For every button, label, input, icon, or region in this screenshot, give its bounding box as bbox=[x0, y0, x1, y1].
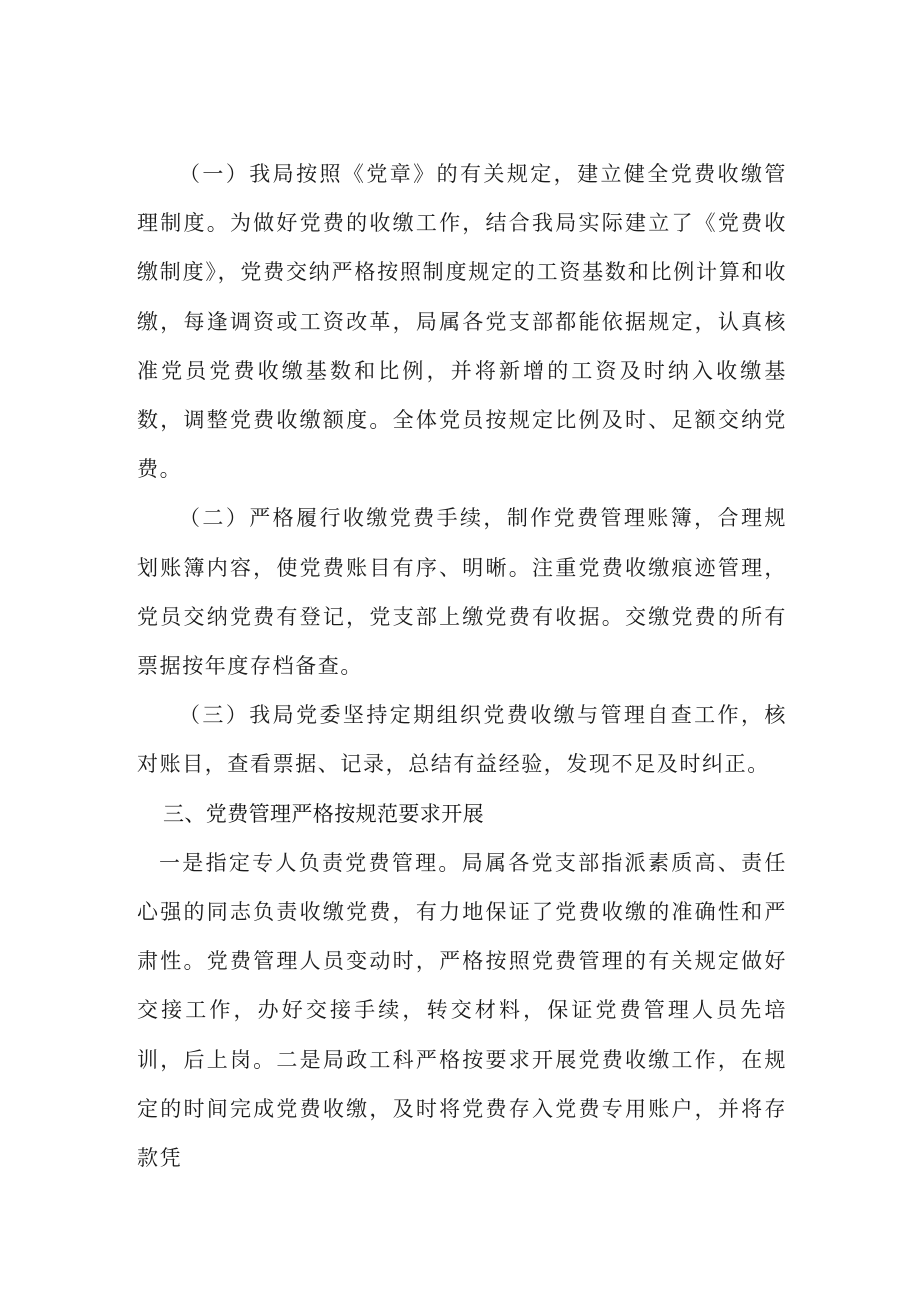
document-body bbox=[137, 150, 787, 1183]
paragraph-1: （一）我局按照《党章》的有关规定，建立健全党费收缴管理制度。为做好党费的收缴工作，结合我局实际建立了《党费收缴制度》，党费交纳严格按照制度规定的工资基数和比例计算和收缴，每逢调资或工资改革，局属各党支部都能依据规定，认真核准党员党费收缴基数和比例，并将新增的工资及时纳入收缴基数，调整党费收缴额度。全体党员按规定比例及时、足额交纳党费。 bbox=[137, 162, 787, 482]
paragraph-3: （三）我局党委坚持定期组织党费收缴与管理自查工作，核对账目，查看票据、记录，总结有益经验，发现不足及时纠正。 bbox=[137, 703, 787, 777]
section-paragraph: 一是指定专人负责党费管理。局属各党支部指派素质高、责任心强的同志负责收缴党费，有力地保证了党费收缴的准确性和严肃性。党费管理人员变动时，严格按照党费管理的有关规定做好交接工作，办好交接手续，转交材料，保证党费管理人员先培训，后上岗。二是局政工科严格按要求开展党费收缴工作，在规定的时间完成党费收缴，及时将党费存入党费专用账户，并将存款凭 bbox=[137, 850, 787, 1171]
section-heading: 三、党费管理严格按规范要求开展 bbox=[163, 801, 484, 826]
paragraph-2: （二）严格履行收缴党费手续，制作党费管理账簿，合理规划账簿内容，使党费账目有序、明晰。注重党费收缴痕迹管理，党员交纳党费有登记，党支部上缴党费有收据。交缴党费的所有票据按年度存档备查。 bbox=[137, 506, 787, 679]
